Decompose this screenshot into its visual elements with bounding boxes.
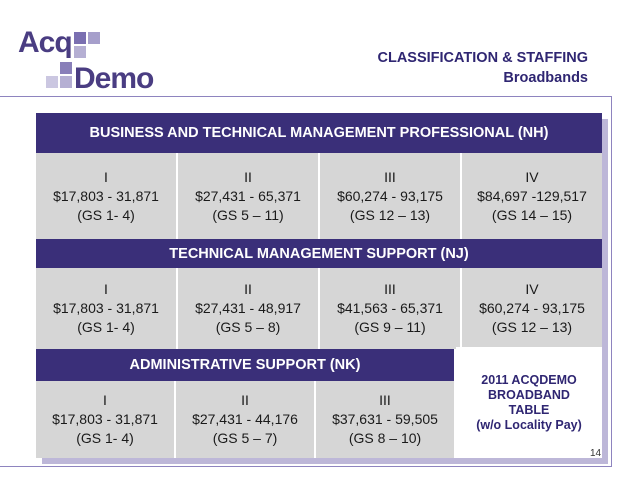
salary-range: $17,803 - 31,871 bbox=[53, 300, 159, 316]
acqdemo-logo bbox=[12, 26, 162, 96]
level-label: III bbox=[379, 392, 391, 408]
band-cell bbox=[320, 268, 462, 349]
salary-range: $27,431 - 44,176 bbox=[192, 411, 298, 427]
salary-range: $60,274 - 93,175 bbox=[337, 187, 443, 204]
level-label: I bbox=[104, 281, 108, 297]
band-header-nj: TECHNICAL MANAGEMENT SUPPORT (NJ) bbox=[36, 239, 602, 268]
band-header-nh: BUSINESS AND TECHNICAL MANAGEMENT PROFESSIONAL (NH) bbox=[36, 113, 602, 153]
logo-text-demo: Demo bbox=[74, 62, 154, 95]
band-cell bbox=[462, 268, 602, 349]
band-row-nj bbox=[36, 268, 602, 349]
band-row-nk bbox=[36, 381, 454, 458]
table-note bbox=[456, 347, 602, 458]
logo-square bbox=[88, 32, 100, 44]
level-label: II bbox=[244, 281, 252, 297]
level-label: IV bbox=[525, 281, 539, 297]
level-label: I bbox=[103, 392, 107, 408]
logo-square bbox=[60, 76, 72, 88]
level-label: IV bbox=[525, 168, 539, 185]
band-cell bbox=[176, 381, 316, 458]
band-row-nh bbox=[36, 153, 602, 239]
salary-range: $27,431 - 65,371 bbox=[195, 187, 301, 204]
footer-divider bbox=[0, 466, 612, 467]
right-edge-line bbox=[611, 96, 612, 467]
gs-range: (GS 12 – 13) bbox=[491, 319, 573, 335]
level-label: III bbox=[384, 168, 396, 185]
slide-title-line2: Broadbands bbox=[503, 70, 588, 86]
note-line: BROADBAND bbox=[488, 387, 570, 402]
band-cell bbox=[462, 153, 602, 239]
gs-range: (GS 1- 4) bbox=[77, 206, 135, 223]
logo-square bbox=[74, 46, 86, 58]
note-line: 2011 ACQDEMO bbox=[481, 372, 577, 387]
salary-range: $37,631 - 59,505 bbox=[332, 411, 438, 427]
broadband-table bbox=[36, 113, 602, 458]
gs-range: (GS 12 – 13) bbox=[349, 206, 431, 223]
slide-title bbox=[377, 48, 588, 88]
band-cell bbox=[316, 381, 454, 458]
salary-range: $27,431 - 48,917 bbox=[195, 300, 301, 316]
level-label: I bbox=[104, 168, 108, 185]
note-line: (w/o Locality Pay) bbox=[476, 417, 582, 432]
salary-range: $60,274 - 93,175 bbox=[479, 300, 585, 316]
gs-range: (GS 14 – 15) bbox=[491, 206, 573, 223]
band-cell bbox=[178, 153, 320, 239]
logo-square bbox=[74, 32, 86, 44]
gs-range: (GS 1- 4) bbox=[77, 319, 135, 335]
header-divider bbox=[0, 96, 612, 97]
gs-range: (GS 5 – 11) bbox=[212, 206, 284, 223]
slide-title-line1: CLASSIFICATION & STAFFING bbox=[377, 50, 588, 66]
salary-range: $41,563 - 65,371 bbox=[337, 300, 443, 316]
band-header-nk: ADMINISTRATIVE SUPPORT (NK) bbox=[36, 349, 454, 381]
band-cell bbox=[36, 268, 178, 349]
logo-square bbox=[46, 76, 58, 88]
logo-text-acq: Acq bbox=[18, 26, 72, 59]
band-cell bbox=[320, 153, 462, 239]
level-label: III bbox=[384, 281, 396, 297]
gs-range: (GS 5 – 8) bbox=[215, 319, 281, 335]
band-cell bbox=[36, 381, 176, 458]
page-number: 14 bbox=[590, 448, 602, 459]
level-label: II bbox=[244, 168, 252, 185]
gs-range: (GS 5 – 7) bbox=[212, 430, 278, 446]
band-cell bbox=[178, 268, 320, 349]
gs-range: (GS 8 – 10) bbox=[348, 430, 422, 446]
salary-range: $84,697 -129,517 bbox=[477, 187, 587, 204]
salary-range: $17,803 - 31,871 bbox=[52, 411, 158, 427]
gs-range: (GS 1- 4) bbox=[76, 430, 134, 446]
gs-range: (GS 9 – 11) bbox=[354, 319, 426, 335]
logo-square bbox=[60, 62, 72, 74]
salary-range: $17,803 - 31,871 bbox=[53, 187, 159, 204]
band-cell bbox=[36, 153, 178, 239]
level-label: II bbox=[241, 392, 249, 408]
note-line: TABLE bbox=[508, 402, 550, 417]
